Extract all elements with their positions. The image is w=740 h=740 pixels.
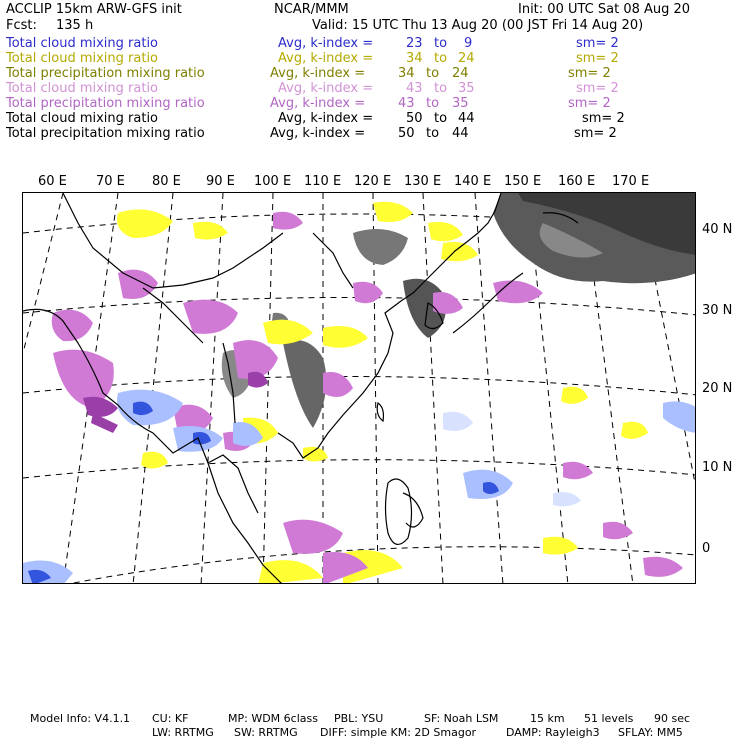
shortwave-scheme: SW: RRTMG <box>234 726 298 739</box>
longitude-label: 170 E <box>612 174 650 189</box>
legend-k-to: 24 <box>458 51 475 66</box>
longitude-label: 150 E <box>504 174 542 189</box>
surface-layer-scheme: SFLAY: MM5 <box>618 726 683 739</box>
vertical-levels: 51 levels <box>584 712 634 725</box>
legend-avg: Avg, k-index = <box>278 111 374 126</box>
longitude-line <box>133 193 173 584</box>
legend-row <box>6 81 619 96</box>
microphysics-scheme: MP: WDM 6class <box>228 712 318 725</box>
latitude-line <box>23 460 696 478</box>
longitude-label: 70 E <box>96 174 125 189</box>
legend-smoothing: sm= 2 <box>568 66 611 81</box>
legend-row <box>6 96 611 111</box>
latitude-label: 30 N <box>702 303 733 318</box>
legend-k-from: 50 <box>406 111 423 126</box>
longwave-scheme: LW: RRTMG <box>152 726 214 739</box>
longitude-line <box>201 193 223 584</box>
longitude-line <box>475 193 503 584</box>
timestep: 90 sec <box>654 712 691 725</box>
legend-k-from: 43 <box>398 96 415 111</box>
legend-avg: Avg, k-index = <box>278 81 374 96</box>
legend-smoothing: sm= 2 <box>576 36 619 51</box>
legend-avg: Avg, k-index = <box>270 126 366 141</box>
forecast-label: Fcst: <box>6 18 37 33</box>
diffusion-scheme: DIFF: simple KM: 2D Smagor <box>320 726 477 739</box>
legend-smoothing: sm= 2 <box>576 81 619 96</box>
legend-smoothing: sm= 2 <box>574 126 617 141</box>
legend-field-name: Total precipitation mixing ratio <box>6 126 205 141</box>
latitude-label: 10 N <box>702 460 733 475</box>
map-canvas <box>23 193 696 584</box>
legend-field-name: Total precipitation mixing ratio <box>6 96 205 111</box>
longitude-label: 110 E <box>304 174 342 189</box>
model-title: ACCLIP 15km ARW-GFS init <box>6 2 182 17</box>
legend-avg: Avg, k-index = <box>278 51 374 66</box>
legend-k-to: 35 <box>458 81 475 96</box>
legend-k-to: 35 <box>452 96 469 111</box>
legend-k-to: 9 <box>464 36 473 51</box>
legend-smoothing: sm= 2 <box>568 96 611 111</box>
legend-avg: Avg, k-index = <box>270 96 366 111</box>
longitude-label: 100 E <box>254 174 292 189</box>
legend-field-name: Total cloud mixing ratio <box>6 36 159 51</box>
legend-to: to <box>434 111 448 126</box>
longitude-line <box>423 193 443 584</box>
legend-field-name: Total cloud mixing ratio <box>6 51 159 66</box>
legend-to: to <box>434 36 448 51</box>
legend-row <box>6 126 617 141</box>
legend-field-name: Total cloud mixing ratio <box>6 81 159 96</box>
forecast-hours: 135 h <box>56 18 94 33</box>
legend-field-name: Total cloud mixing ratio <box>6 111 159 126</box>
valid-time: Valid: 15 UTC Thu 13 Aug 20 (00 JST Fri 14 Aug 20) <box>312 18 644 33</box>
init-time: Init: 00 UTC Sat 08 Aug 20 <box>518 2 691 17</box>
legend-smoothing: sm= 2 <box>576 51 619 66</box>
legend-k-to: 44 <box>452 126 469 141</box>
legend-row <box>6 36 619 51</box>
latitude-label: 20 N <box>702 381 733 396</box>
longitude-line <box>263 193 273 584</box>
surface-scheme: SF: Noah LSM <box>424 712 499 725</box>
legend-row <box>6 66 611 81</box>
legend-k-to: 24 <box>452 66 469 81</box>
longitude-label: 60 E <box>38 174 67 189</box>
damping-scheme: DAMP: Rayleigh3 <box>506 726 600 739</box>
legend-smoothing: sm= 2 <box>582 111 625 126</box>
legend-to: to <box>434 81 448 96</box>
legend-to: to <box>426 126 440 141</box>
legend-to: to <box>434 51 448 66</box>
org-label: NCAR/MMM <box>274 2 349 17</box>
legend-row <box>6 51 619 66</box>
longitude-label: 90 E <box>206 174 235 189</box>
model-info: Model Info: V4.1.1 <box>30 712 131 725</box>
forecast-map <box>22 192 696 584</box>
latitude-label: 40 N <box>702 222 733 237</box>
legend-avg: Avg, k-index = <box>278 36 374 51</box>
cumulus-scheme: CU: KF <box>152 712 189 725</box>
legend-to: to <box>426 96 440 111</box>
legend-k-from: 23 <box>406 36 423 51</box>
legend-field-name: Total precipitation mixing ratio <box>6 66 205 81</box>
resolution: 15 km <box>530 712 565 725</box>
longitude-label: 160 E <box>558 174 596 189</box>
longitude-label: 140 E <box>454 174 492 189</box>
legend-k-from: 43 <box>406 81 423 96</box>
legend-k-from: 50 <box>398 126 415 141</box>
pbl-scheme: PBL: YSU <box>334 712 384 725</box>
longitude-label: 130 E <box>404 174 442 189</box>
legend-k-from: 34 <box>406 51 423 66</box>
legend-k-to: 44 <box>458 111 475 126</box>
longitude-label: 80 E <box>152 174 181 189</box>
legend-avg: Avg, k-index = <box>270 66 366 81</box>
legend-row <box>6 111 625 126</box>
legend-k-from: 34 <box>398 66 415 81</box>
latitude-label: 0 <box>702 541 711 556</box>
longitude-label: 120 E <box>354 174 392 189</box>
legend-to: to <box>426 66 440 81</box>
